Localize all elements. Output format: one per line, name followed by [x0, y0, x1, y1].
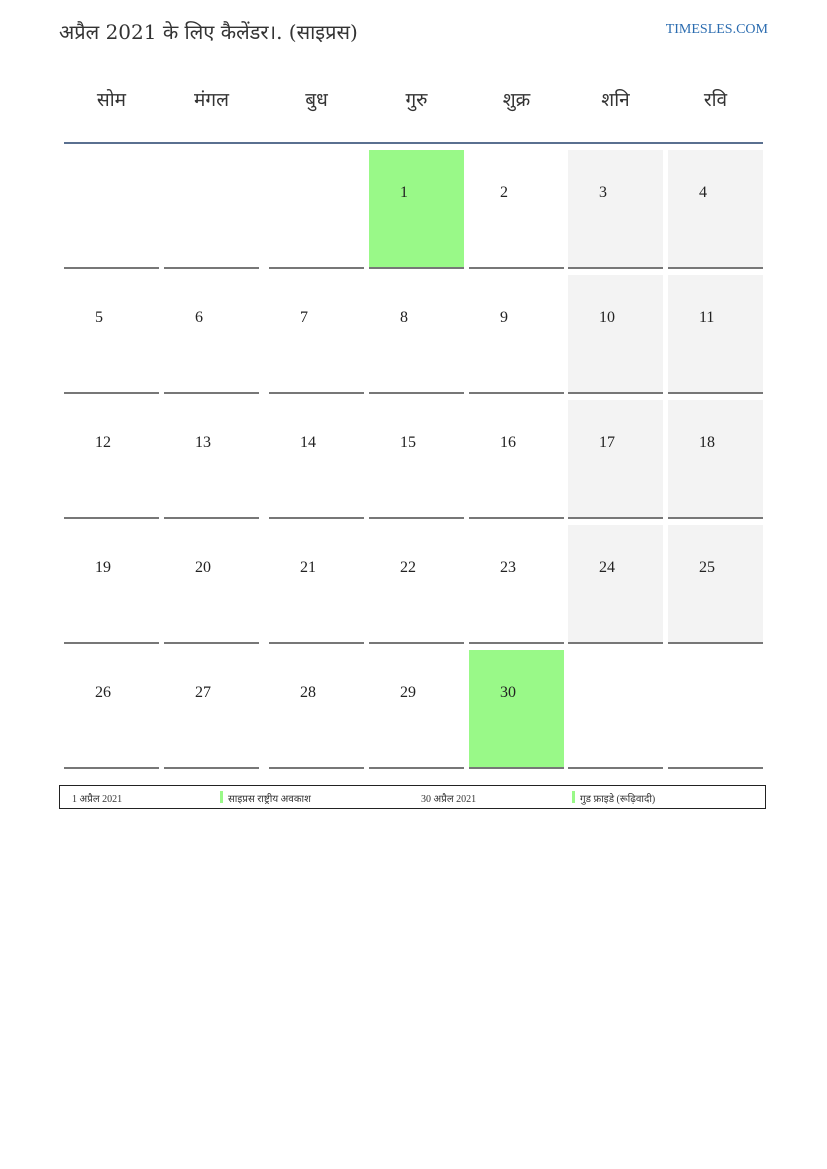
day-cell[interactable] [668, 400, 763, 519]
day-cell[interactable] [369, 400, 464, 519]
header-rule [64, 142, 763, 144]
day-cell[interactable] [269, 525, 364, 644]
day-cell[interactable] [64, 275, 159, 394]
day-cell[interactable] [369, 275, 464, 394]
day-number: 19 [95, 559, 111, 576]
legend-date-1: 1 अप्रैल 2021 [72, 794, 123, 805]
day-number: 14 [300, 434, 316, 451]
day-cell[interactable] [164, 525, 259, 644]
day-number: 5 [95, 309, 103, 326]
day-cell[interactable] [469, 525, 564, 644]
day-cell[interactable] [369, 650, 464, 769]
day-cell[interactable] [568, 275, 663, 394]
empty-day-cell [269, 150, 364, 269]
legend-color-marker-1 [220, 791, 223, 803]
day-number: 7 [300, 309, 308, 326]
day-number: 20 [195, 559, 211, 576]
day-cell[interactable] [568, 150, 663, 269]
weekday-label: रवि [703, 89, 728, 111]
day-cell[interactable] [164, 275, 259, 394]
day-number: 12 [95, 434, 111, 451]
empty-day-cell [64, 150, 159, 269]
day-cell[interactable] [64, 400, 159, 519]
day-cell[interactable] [469, 275, 564, 394]
day-number: 1 [400, 184, 408, 201]
legend-holiday-2: गुड फ्राइडे (रूढ़िवादी) [580, 794, 656, 805]
weekday-label: शुक्र [502, 89, 531, 111]
legend-color-marker-2 [572, 791, 575, 803]
day-number: 10 [599, 309, 615, 326]
day-number: 11 [699, 309, 715, 326]
day-cell[interactable] [668, 525, 763, 644]
day-number: 23 [500, 559, 516, 576]
holiday-legend [59, 785, 766, 809]
weekday-label: बुध [305, 89, 328, 111]
weekday-label: गुरु [405, 89, 428, 111]
day-cell[interactable] [64, 525, 159, 644]
day-cell[interactable] [269, 400, 364, 519]
day-number: 8 [400, 309, 408, 326]
weekday-header [64, 86, 763, 120]
legend-date-2: 30 अप्रैल 2021 [421, 794, 477, 805]
day-number: 28 [300, 684, 316, 701]
empty-day-cell [568, 650, 663, 769]
day-cell[interactable] [469, 650, 564, 769]
day-number: 17 [599, 434, 615, 451]
day-cell[interactable] [668, 150, 763, 269]
weekday-label: सोम [96, 89, 127, 111]
day-cell[interactable] [369, 525, 464, 644]
day-number: 21 [300, 559, 316, 576]
day-cell[interactable] [369, 150, 464, 269]
day-number: 2 [500, 184, 508, 201]
day-number: 25 [699, 559, 715, 576]
day-number: 15 [400, 434, 416, 451]
day-number: 30 [500, 684, 516, 701]
site-link[interactable]: TIMESLES.COM [665, 22, 768, 37]
legend-holiday-1: साइप्रस राष्ट्रीय अवकाश [228, 794, 311, 805]
day-cell[interactable] [164, 650, 259, 769]
day-number: 3 [599, 184, 607, 201]
day-number: 13 [195, 434, 211, 451]
empty-day-cell [164, 150, 259, 269]
day-cell[interactable] [164, 400, 259, 519]
day-number: 9 [500, 309, 508, 326]
weekday-label: मंगल [194, 89, 229, 111]
day-number: 16 [500, 434, 516, 451]
day-number: 18 [699, 434, 715, 451]
day-number: 4 [699, 184, 707, 201]
day-cell[interactable] [64, 650, 159, 769]
day-cell[interactable] [269, 650, 364, 769]
day-cell[interactable] [269, 275, 364, 394]
day-number: 26 [95, 684, 111, 701]
day-number: 24 [599, 559, 615, 576]
day-cell[interactable] [469, 150, 564, 269]
day-number: 22 [400, 559, 416, 576]
page-title: अप्रैल 2021 के लिए कैलेंडर।. (साइप्रस) [59, 20, 358, 44]
day-number: 27 [195, 684, 211, 701]
day-number: 6 [195, 309, 203, 326]
day-cell[interactable] [568, 525, 663, 644]
empty-day-cell [668, 650, 763, 769]
day-cell[interactable] [568, 400, 663, 519]
day-cell[interactable] [469, 400, 564, 519]
day-number: 29 [400, 684, 416, 701]
day-cell[interactable] [668, 275, 763, 394]
weekday-label: शनि [601, 89, 630, 111]
